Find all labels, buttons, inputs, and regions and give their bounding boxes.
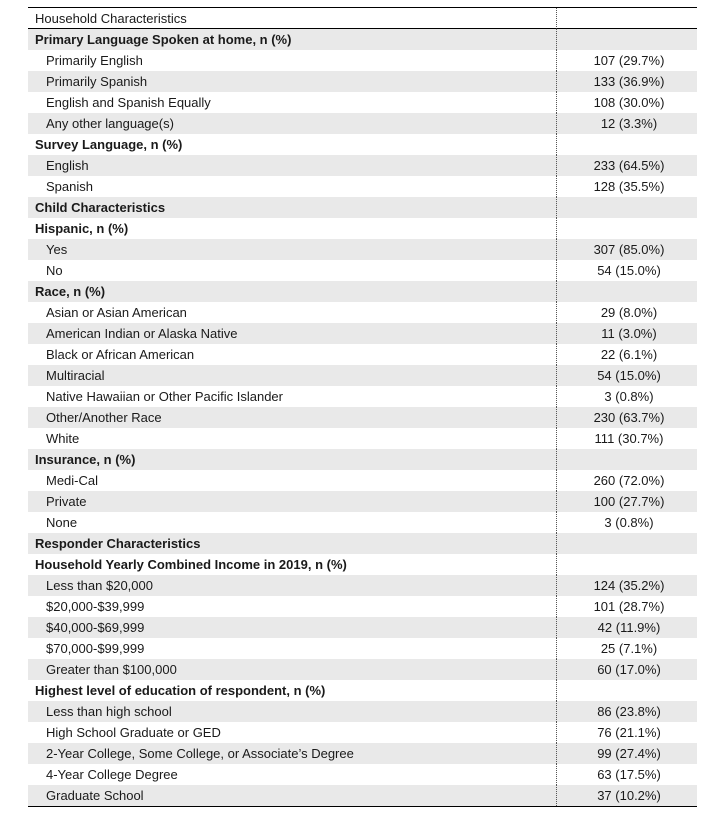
row-value [557, 197, 697, 218]
row-value [557, 218, 697, 239]
section-header-row [28, 218, 697, 239]
row-value: 60 (17.0%) [597, 662, 661, 677]
row-label: Primary Language Spoken at home, n (%) [28, 29, 557, 50]
row-value: 101 (28.7%) [593, 599, 665, 614]
row-value: 37 (10.2%) [597, 788, 661, 803]
row-value: 3 (0.8%) [604, 515, 654, 530]
row-value [557, 533, 697, 554]
section-header-row [28, 554, 697, 575]
row-value: 86 (23.8%) [597, 704, 661, 719]
row-value: 3 (0.8%) [604, 389, 654, 404]
table-row [28, 575, 697, 596]
table-row [28, 764, 697, 785]
row-label: Insurance, n (%) [28, 449, 557, 470]
row-value: 76 (21.1%) [597, 725, 661, 740]
row-label: English and Spanish Equally [28, 92, 557, 113]
row-label: Household Yearly Combined Income in 2019, n (%) [28, 554, 557, 575]
row-value: 111 (30.7%) [594, 431, 664, 446]
row-value: 25 (7.1%) [600, 641, 658, 656]
table-row [28, 323, 697, 344]
row-label: Any other language(s) [28, 113, 557, 134]
section-header-row [28, 533, 697, 554]
table-row [28, 743, 697, 764]
section-header-row [28, 680, 697, 701]
table-row [28, 71, 697, 92]
row-value: 29 (8.0%) [600, 305, 658, 320]
row-label: Primarily English [28, 50, 557, 71]
row-value: 107 (29.7%) [593, 53, 665, 68]
table-row [28, 722, 697, 743]
section-header-row [28, 197, 697, 218]
row-label: $20,000-$39,999 [28, 596, 557, 617]
row-value: 100 (27.7%) [593, 494, 665, 509]
table-row [28, 701, 697, 722]
row-label: High School Graduate or GED [28, 722, 557, 743]
table-row [28, 596, 697, 617]
row-label: Black or African American [28, 344, 557, 365]
row-label: $40,000-$69,999 [28, 617, 557, 638]
row-value: 133 (36.9%) [593, 74, 665, 89]
row-value: 260 (72.0%) [593, 473, 665, 488]
section-header-row [28, 449, 697, 470]
table-row [28, 176, 697, 197]
characteristics-table [28, 7, 697, 807]
row-value [557, 134, 697, 155]
row-label: Medi-Cal [28, 470, 557, 491]
row-label: Hispanic, n (%) [28, 218, 557, 239]
table-row [28, 302, 697, 323]
row-label: Yes [28, 239, 557, 260]
row-label: Less than $20,000 [28, 575, 557, 596]
row-label: Primarily Spanish [28, 71, 557, 92]
row-label: None [28, 512, 557, 533]
row-label: Multiracial [28, 365, 557, 386]
row-label: Survey Language, n (%) [28, 134, 557, 155]
table-row [28, 428, 697, 449]
row-label: Less than high school [28, 701, 557, 722]
row-label: Race, n (%) [28, 281, 557, 302]
table-row [28, 113, 697, 134]
section-header-row [28, 134, 697, 155]
row-label: 2-Year College, Some College, or Associate’s Degree [28, 743, 557, 764]
row-label: American Indian or Alaska Native [28, 323, 557, 344]
table-row [28, 638, 697, 659]
row-value [557, 554, 697, 575]
row-label: White [28, 428, 557, 449]
row-label: English [28, 155, 557, 176]
row-label: Graduate School [28, 785, 557, 806]
row-value: 230 (63.7%) [593, 410, 665, 425]
row-value [557, 680, 697, 701]
row-value: 124 (35.2%) [593, 578, 665, 593]
table-row [28, 344, 697, 365]
row-label: Native Hawaiian or Other Pacific Islander [28, 386, 557, 407]
section-header-row [28, 281, 697, 302]
row-label: Responder Characteristics [28, 533, 557, 554]
row-value: 128 (35.5%) [593, 179, 665, 194]
row-label: $70,000-$99,999 [28, 638, 557, 659]
row-label: Child Characteristics [28, 197, 557, 218]
row-label: Highest level of education of respondent, n (%) [28, 680, 557, 701]
row-value: 54 (15.0%) [597, 368, 661, 383]
row-label: Household Characteristics [28, 8, 557, 29]
row-value [557, 449, 697, 470]
row-label: 4-Year College Degree [28, 764, 557, 785]
table-row [28, 239, 697, 260]
table-row [28, 92, 697, 113]
table-row [28, 260, 697, 281]
table-row [28, 617, 697, 638]
row-value: 99 (27.4%) [597, 746, 661, 761]
table-row [28, 512, 697, 533]
row-value: 12 (3.3%) [600, 116, 658, 131]
table-row [28, 785, 697, 806]
row-label: Other/Another Race [28, 407, 557, 428]
table-row [28, 386, 697, 407]
table-header-row [28, 8, 697, 29]
row-value: 22 (6.1%) [600, 347, 658, 362]
row-value [557, 8, 697, 29]
row-label: Spanish [28, 176, 557, 197]
row-value: 307 (85.0%) [593, 242, 665, 257]
row-value [557, 281, 697, 302]
row-label: Private [28, 491, 557, 512]
row-label: No [28, 260, 557, 281]
table-row [28, 407, 697, 428]
row-label: Asian or Asian American [28, 302, 557, 323]
row-value: 11 (3.0%) [601, 326, 657, 341]
row-value [557, 29, 697, 50]
row-label: Greater than $100,000 [28, 659, 557, 680]
row-value: 233 (64.5%) [593, 158, 665, 173]
table-row [28, 470, 697, 491]
table-row [28, 155, 697, 176]
row-value: 54 (15.0%) [597, 263, 661, 278]
section-header-row [28, 29, 697, 50]
row-value: 63 (17.5%) [597, 767, 661, 782]
table-row [28, 365, 697, 386]
table-row [28, 50, 697, 71]
row-value: 108 (30.0%) [593, 95, 665, 110]
row-value: 42 (11.9%) [597, 620, 661, 635]
table-row [28, 659, 697, 680]
table-row [28, 491, 697, 512]
